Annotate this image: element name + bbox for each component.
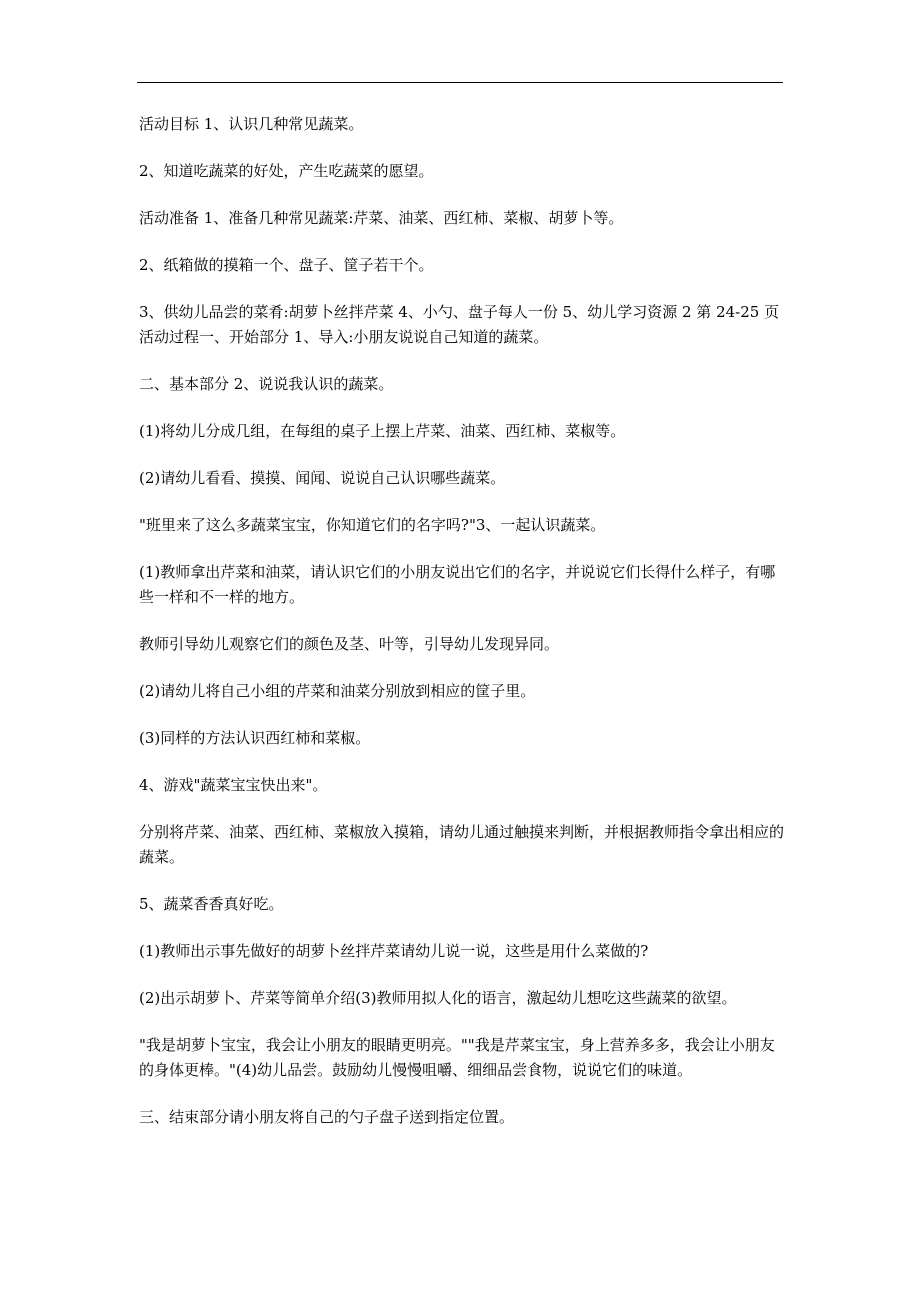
- paragraph-goal-2: 2、知道吃蔬菜的好处，产生吃蔬菜的愿望。: [139, 162, 434, 180]
- paragraph-recognize-2: (2)请幼儿将自己小组的芹菜和油菜分别放到相应的筐子里。: [139, 682, 536, 700]
- paragraph-game-desc: 分别将芹菜、油菜、西红柿、菜椒放入摸箱，请幼儿通过触摸来判断，并根据教师指令拿出相应的蔬菜。: [139, 823, 785, 866]
- paragraph-recognize-1: (1)教师拿出芹菜和油菜，请认识它们的小朋友说出它们的名字，并说说它们长得什么样子，有哪些一样和不一样的地方。: [139, 563, 776, 606]
- paragraph-step-1: (1)将幼儿分成几组，在每组的桌子上摆上芹菜、油菜、西红柿、菜椒等。: [139, 422, 626, 440]
- paragraph-quote-2: "我是胡萝卜宝宝，我会让小朋友的眼睛更明亮。""我是芹菜宝宝，身上营养多多，我会让小朋友的身体更棒。"(4)幼儿品尝。鼓励幼儿慢慢咀嚼、细细品尝食物，说说它们的味道。: [139, 1036, 775, 1079]
- paragraph-game-title: 4、游戏"蔬菜宝宝快出来"。: [139, 776, 328, 794]
- header-rule: [137, 82, 783, 83]
- paragraph-basic-part: 二、基本部分 2、说说我认识的蔬菜。: [139, 375, 394, 393]
- paragraph-observe: 教师引导幼儿观察它们的颜色及茎、叶等，引导幼儿发现异同。: [139, 635, 560, 653]
- paragraph-tasty-1: (1)教师出示事先做好的胡萝卜丝拌芹菜请幼儿说一说，这些是用什么菜做的?: [139, 942, 649, 960]
- document-body: [139, 112, 789, 1152]
- paragraph-prep-3: 3、供幼儿品尝的菜肴:胡萝卜丝拌芹菜 4、小勺、盘子每人一份 5、幼儿学习资源 2 第 24-25 页活动过程一、开始部分 1、导入:小朋友说说自己知道的蔬菜。: [139, 303, 780, 346]
- paragraph-goal-1: 活动目标 1、认识几种常见蔬菜。: [139, 115, 364, 133]
- paragraph-prep-2: 2、纸箱做的摸箱一个、盘子、筐子若干个。: [139, 256, 434, 274]
- paragraph-tasty-title: 5、蔬菜香香真好吃。: [139, 895, 284, 913]
- paragraph-step-2: (2)请幼儿看看、摸摸、闻闻、说说自己认识哪些蔬菜。: [139, 469, 506, 487]
- paragraph-ending: 三、结束部分请小朋友将自己的勺子盘子送到指定位置。: [139, 1108, 515, 1126]
- paragraph-recognize-3: (3)同样的方法认识西红柿和菜椒。: [139, 729, 371, 747]
- paragraph-prep-1: 活动准备 1、准备几种常见蔬菜:芹菜、油菜、西红柿、菜椒、胡萝卜等。: [139, 209, 624, 227]
- paragraph-tasty-2: (2)出示胡萝卜、芹菜等简单介绍(3)教师用拟人化的语言，激起幼儿想吃这些蔬菜的欲望。: [139, 989, 737, 1007]
- paragraph-quote-1: "班里来了这么多蔬菜宝宝，你知道它们的名字吗?"3、一起认识蔬菜。: [139, 516, 606, 534]
